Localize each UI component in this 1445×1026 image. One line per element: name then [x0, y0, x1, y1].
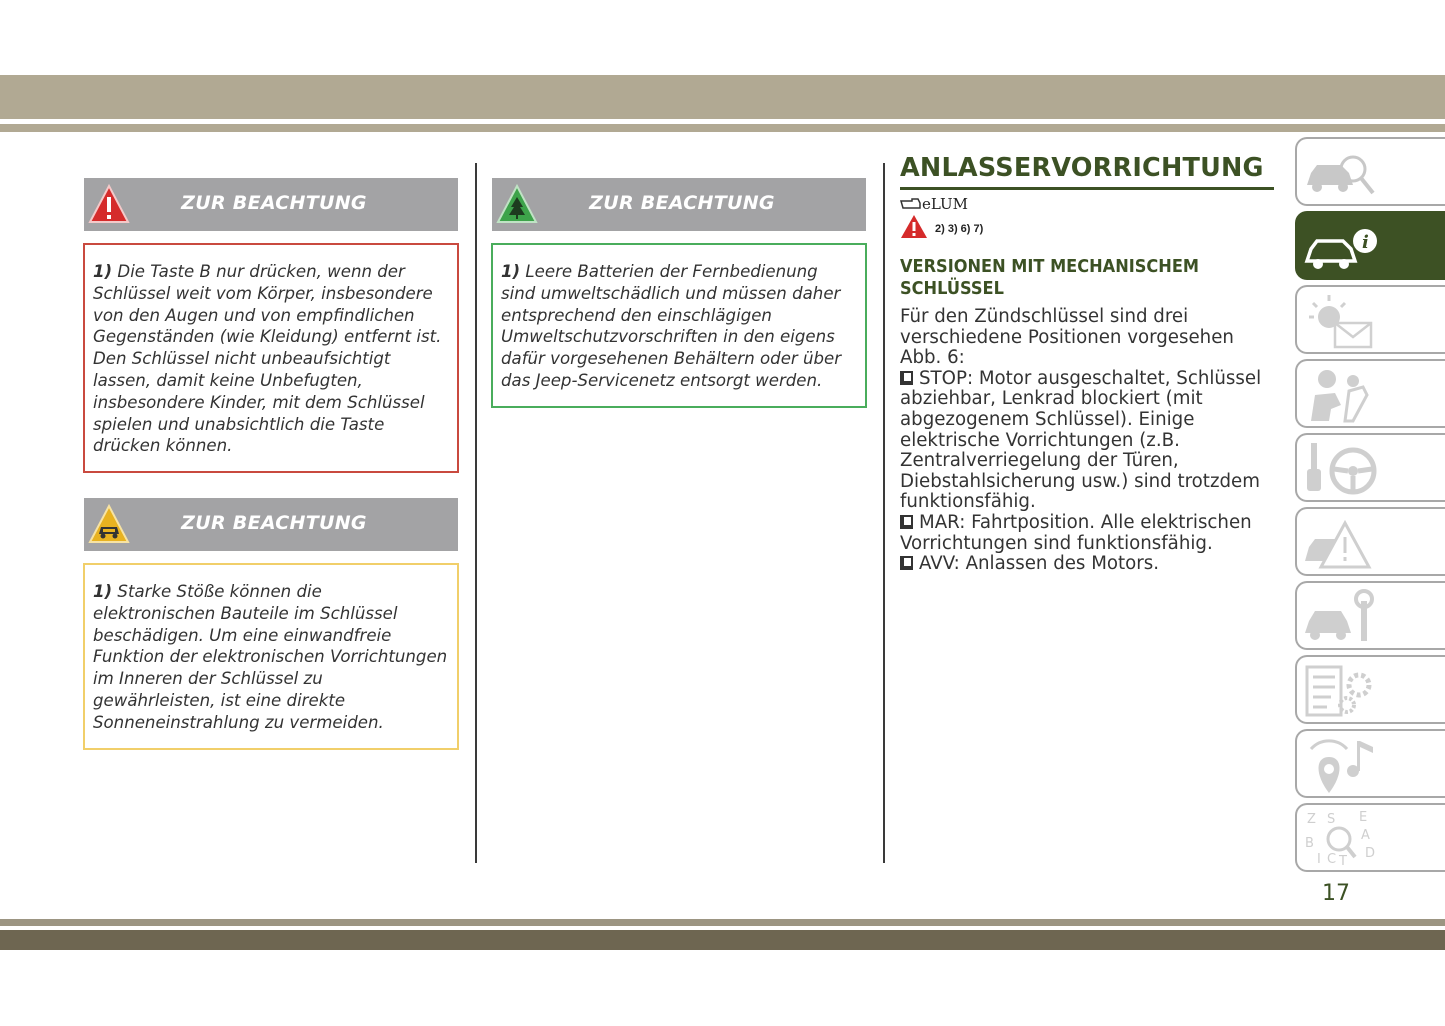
- list-item-text: MAR: Fahrtposition. Alle elektrischen Vorrichtungen sind funktionsfähig.: [900, 511, 1252, 554]
- chapter-tab-3[interactable]: [1295, 285, 1445, 354]
- section-body: [900, 307, 1280, 575]
- svg-text:i: i: [1362, 232, 1369, 253]
- index-alphabet-icon: [1301, 809, 1391, 869]
- index-letter: S: [1327, 812, 1336, 827]
- list-item: [900, 554, 1280, 575]
- list-item: [900, 513, 1280, 554]
- header-band: [0, 75, 1445, 119]
- airbag-seat-icon: [1301, 365, 1391, 425]
- page-number: 17: [1322, 881, 1350, 906]
- index-letter: D: [1365, 846, 1376, 861]
- index-letter: A: [1361, 828, 1370, 843]
- warning-light-envelope-icon: [1301, 291, 1391, 351]
- list-item: [900, 369, 1280, 513]
- chapter-tab-1[interactable]: [1295, 137, 1445, 206]
- chapter-tab-2-active[interactable]: [1295, 211, 1445, 280]
- warning-title: ZUR BEACHTUNG: [589, 192, 775, 214]
- chapter-tab-9[interactable]: [1295, 729, 1445, 798]
- elum-label: eLUM: [922, 195, 969, 213]
- section-title: ANLASSERVORRICHTUNG: [900, 153, 1274, 190]
- red-warning-triangle-icon: [900, 214, 928, 240]
- warning-text: Leere Batterien der Fernbedienung sind umweltschädlich und müssen daher entsprechend den einschlägigen Umweltschutzvorschriften in den eigens dafür vorgesehenen Behältern oder über das Jeep-Servicenetz entsorgt werden.: [501, 262, 842, 390]
- footer-rule: [0, 919, 1445, 926]
- note-number: 1): [501, 262, 521, 281]
- index-letter: B: [1305, 836, 1314, 851]
- checkbox-bullet-icon: [900, 371, 913, 385]
- chapter-tab-6[interactable]: [1295, 507, 1445, 576]
- warning-title: ZUR BEACHTUNG: [181, 512, 367, 534]
- warning-box-red: [83, 243, 459, 473]
- warning-box-green: [491, 243, 867, 408]
- index-letter: Z: [1307, 812, 1316, 827]
- warning-box-yellow: [83, 563, 459, 750]
- car-hazard-triangle-icon: [1301, 513, 1391, 573]
- index-letter: T: [1339, 854, 1347, 869]
- intro-paragraph: Für den Zündschlüssel sind drei verschiedene Positionen vorgesehen Abb. 6:: [900, 306, 1234, 369]
- chapter-tab-8[interactable]: [1295, 655, 1445, 724]
- note-number: 1): [93, 582, 113, 601]
- header-rule: [0, 124, 1445, 132]
- column-divider: [883, 163, 885, 863]
- index-letter: E: [1359, 810, 1368, 825]
- car-wrench-icon: [1301, 587, 1391, 647]
- index-letter: C: [1327, 852, 1337, 867]
- checkbox-bullet-icon: [900, 515, 913, 529]
- car-info-icon: [1301, 217, 1391, 277]
- footer-band: [0, 930, 1445, 950]
- chapter-tab-10[interactable]: [1295, 803, 1445, 872]
- checkbox-bullet-icon: [900, 556, 913, 570]
- list-item-text: AVV: Anlassen des Motors.: [919, 553, 1160, 575]
- warning-text: Starke Stöße können die elektronischen Bauteile im Schlüssel beschädigen. Um eine einwandfreie Funktion der elektronischen Vorrichtungen im Inneren der Schlüssel zu gewährleisten, ist eine direkte Sonneneinstrahlung zu vermeiden.: [93, 582, 448, 732]
- pointing-hand-icon: [900, 195, 922, 211]
- warning-header-yellow: [84, 498, 458, 551]
- column-divider: [475, 163, 477, 863]
- chapter-tab-4[interactable]: [1295, 359, 1445, 428]
- note-number: 1): [93, 262, 113, 281]
- chapter-tab-5[interactable]: [1295, 433, 1445, 502]
- list-item-text: STOP: Motor ausgeschaltet, Schlüssel abziehbar, Lenkrad blockiert (mit abgezogenem Schlüssel). Einige elektrische Vorrichtungen (z.B. Zentralverriegelung der Türen, Diebstahlsicherung usw.) sind trotzdem funktionsfähig.: [900, 367, 1262, 513]
- warning-text: Die Taste B nur drücken, wenn der Schlüssel weit vom Körper, insbesondere von den Augen und von empfindlichen Gegenständen (wie Kleidung) entfernt ist. Den Schlüssel nicht unbeaufsichtigt lassen, damit keine Unbefugten, insbesondere Kinder, mit dem Schlüssel spielen und unabsichtlich die Taste drücken können.: [93, 262, 442, 456]
- multimedia-music-icon: [1301, 735, 1391, 795]
- key-steering-wheel-icon: [1301, 439, 1391, 499]
- warning-header-red: [84, 178, 458, 231]
- spec-sheet-gears-icon: [1301, 661, 1391, 721]
- car-magnifier-icon: [1301, 143, 1391, 203]
- warning-title: ZUR BEACHTUNG: [181, 192, 367, 214]
- section-subtitle: VERSIONEN MIT MECHANISCHEM SCHLÜSSEL: [900, 257, 1200, 299]
- elum-badge: [900, 195, 968, 213]
- note-references: 2) 3) 6) 7): [935, 223, 984, 235]
- index-letter: I: [1317, 852, 1321, 867]
- chapter-tab-7[interactable]: [1295, 581, 1445, 650]
- warning-header-green: [492, 178, 866, 231]
